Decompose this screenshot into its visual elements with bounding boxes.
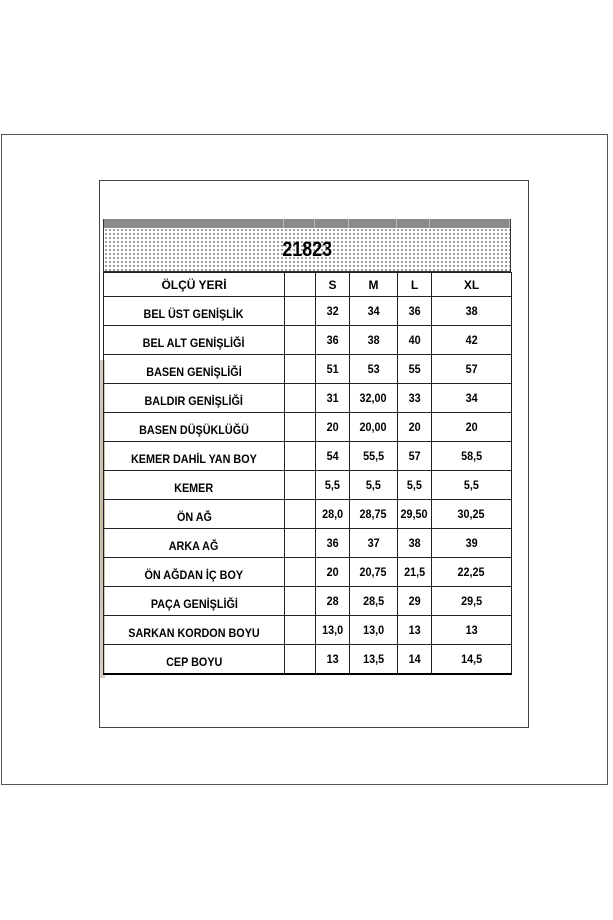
measurement-value: 20,75 [350,558,398,587]
measurement-value: 21,5 [398,558,432,587]
measurement-value: 34 [432,384,512,413]
table-header-row [104,273,512,297]
measurement-value: 55 [398,355,432,384]
table-row [104,297,512,326]
measurement-value: 36 [398,297,432,326]
measurement-value: 31 [316,384,350,413]
measurement-value: 57 [432,355,512,384]
spacer-cell [285,558,316,587]
spacer-cell [285,616,316,645]
measurement-value: 29,5 [432,587,512,616]
measurement-value: 30,25 [432,500,512,529]
table-row [104,326,512,355]
measurement-label: KEMER [104,471,285,500]
measurement-value: 20 [316,413,350,442]
measurement-value: 28,5 [350,587,398,616]
measurement-label: BEL ÜST GENİŞLİK [104,297,285,326]
measurement-value: 22,25 [432,558,512,587]
size-chart-sheet [103,219,511,675]
spacer-cell [285,471,316,500]
measurement-value: 13,5 [350,645,398,674]
measurement-label: BASEN GENİŞLİĞİ [104,355,285,384]
measurement-value: 28,75 [350,500,398,529]
measurement-label: SARKAN KORDON BOYU [104,616,285,645]
measurement-value: 38 [432,297,512,326]
measurement-value: 40 [398,326,432,355]
spacer-cell [285,645,316,674]
measurement-label: BALDIR GENİŞLİĞİ [104,384,285,413]
table-row [104,442,512,471]
measurement-value: 53 [350,355,398,384]
measurement-value: 13 [432,616,512,645]
spacer-cell [285,442,316,471]
measurement-value: 55,5 [350,442,398,471]
measurement-label: ARKA AĞ [104,529,285,558]
measurement-value: 37 [350,529,398,558]
measurement-label: BASEN DÜŞÜKLÜĞÜ [104,413,285,442]
table-row [104,645,512,674]
spreadsheet-column-header-bar [103,219,511,228]
header-spacer [285,273,316,297]
measurement-value: 13 [398,616,432,645]
spacer-cell [285,297,316,326]
measurement-value: 5,5 [398,471,432,500]
measurement-value: 28,0 [316,500,350,529]
measurement-value: 57 [398,442,432,471]
measurement-value: 14,5 [432,645,512,674]
header-size-m: M [350,273,398,297]
spacer-cell [285,326,316,355]
size-table [103,272,512,675]
product-code: 21823 [282,237,332,261]
measurement-value: 29 [398,587,432,616]
spacer-cell [285,384,316,413]
measurement-value: 20,00 [350,413,398,442]
spacer-cell [285,413,316,442]
table-row [104,529,512,558]
measurement-label: ÖN AĞDAN İÇ BOY [104,558,285,587]
measurement-label: BEL ALT GENİŞLİĞİ [104,326,285,355]
table-row [104,384,512,413]
measurement-value: 20 [432,413,512,442]
table-row [104,413,512,442]
measurement-value: 36 [316,529,350,558]
measurement-label: KEMER DAHİL YAN BOY [104,442,285,471]
table-row [104,471,512,500]
measurement-value: 34 [350,297,398,326]
spacer-cell [285,529,316,558]
measurement-value: 13 [316,645,350,674]
measurement-value: 42 [432,326,512,355]
measurement-value: 51 [316,355,350,384]
title-band [103,228,511,272]
table-row [104,587,512,616]
measurement-value: 39 [432,529,512,558]
measurement-value: 14 [398,645,432,674]
table-row [104,558,512,587]
measurement-value: 5,5 [316,471,350,500]
measurement-value: 5,5 [432,471,512,500]
table-row [104,500,512,529]
table-row [104,616,512,645]
measurement-value: 33 [398,384,432,413]
header-size-xl: XL [432,273,512,297]
measurement-label: PAÇA GENİŞLİĞİ [104,587,285,616]
measurement-value: 58,5 [432,442,512,471]
measurement-value: 20 [316,558,350,587]
spacer-cell [285,500,316,529]
measurement-value: 5,5 [350,471,398,500]
header-size-s: S [316,273,350,297]
measurement-value: 54 [316,442,350,471]
measurement-value: 29,50 [398,500,432,529]
measurement-value: 28 [316,587,350,616]
measurement-value: 32,00 [350,384,398,413]
measurement-value: 38 [398,529,432,558]
measurement-value: 36 [316,326,350,355]
measurement-label: CEP BOYU [104,645,285,674]
spacer-cell [285,587,316,616]
table-row [104,355,512,384]
header-label: ÖLÇÜ YERİ [104,273,285,297]
measurement-label: ÖN AĞ [104,500,285,529]
measurement-value: 13,0 [350,616,398,645]
spacer-cell [285,355,316,384]
measurement-value: 38 [350,326,398,355]
measurement-value: 32 [316,297,350,326]
measurement-value: 20 [398,413,432,442]
header-size-l: L [398,273,432,297]
measurement-value: 13,0 [316,616,350,645]
